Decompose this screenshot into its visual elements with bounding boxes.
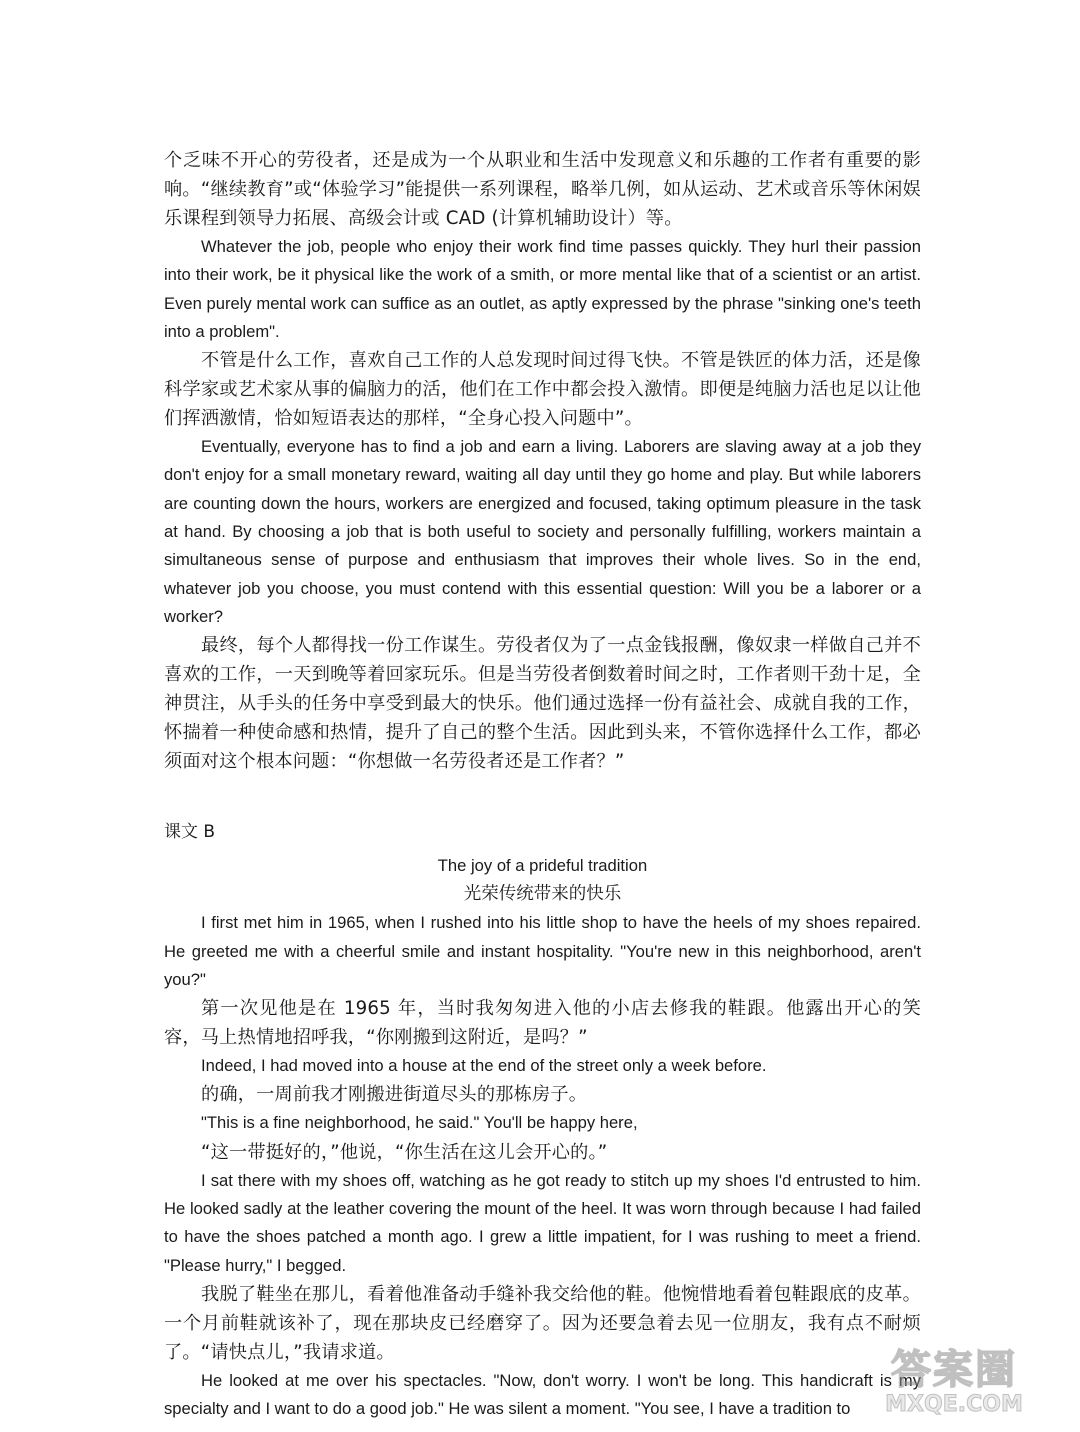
paragraph-b-zh-1: 第一次见他是在 1965 年，当时我匆匆进入他的小店去修我的鞋跟。他露出开心的笑容，马上热情地招呼我，“你刚搬到这附近，是吗？” bbox=[164, 998, 921, 1049]
passage-b bbox=[164, 909, 921, 1423]
passage-title-zh: 光荣传统带来的快乐 bbox=[463, 884, 622, 905]
paragraph-zh-1: 个乏味不开心的劳役者，还是成为一个从职业和生活中发现意义和乐趣的工作者有重要的影响。“继续教育”或“体验学习”能提供一系列课程，略举几例，如从运动、艺术或音乐等休闲娱乐课程到领导力拓展、高级会计或 CAD (计算机辅助设计）等。 bbox=[164, 150, 921, 229]
paragraph-b-en-3: "This is a fine neighborhood, he said." You'll be happy here, bbox=[201, 1113, 638, 1133]
paragraph-b-en-5: He looked at me over his spectacles. "Now, don't worry. I won't be long. This handicraft is my specialty and I want to do a good job." He was silent a moment. "You see, I have a tradition to bbox=[164, 1370, 921, 1419]
paragraph-b-zh-3: “这一带挺好的，”他说，“你生活在这儿会开心的。” bbox=[201, 1141, 608, 1163]
watermark-logo bbox=[856, 1348, 1052, 1424]
watermark-title: 答案圈 bbox=[891, 1347, 1017, 1393]
passage-title-en: The joy of a prideful tradition bbox=[437, 856, 648, 876]
paragraph-en-2: Whatever the job, people who enjoy their work find time passes quickly. They hurl their passion into their work, be it physical like the work of a smith, or more mental like that of a scientist or an artist. Even purely mental work can suffice as an outlet, as aptly expressed by the phrase "sinking one's teeth into a problem". bbox=[164, 237, 921, 341]
paragraph-b-en-4: I sat there with my shoes off, watching as he got ready to stitch up my shoes I'd entrusted to him. He looked sadly at the leather covering the mount of the heel. It was worn through because I had failed to have the shoes patched a month ago. I grew a little impatient, for I was rushing to meet a friend. "Please hurry," I begged. bbox=[164, 1170, 921, 1275]
paragraph-b-en-1: I first met him in 1965, when I rushed into his little shop to have the heels of my shoes repaired. He greeted me with a cheerful smile and instant hospitality. "You're new in this neighborhood, aren't you?" bbox=[164, 913, 921, 989]
section-label: 课文 B bbox=[164, 822, 216, 843]
paragraph-b-zh-4: 我脱了鞋坐在那儿，看着他准备动手缝补我交给他的鞋。他惋惜地看着包鞋跟底的皮革。一个月前鞋就该补了，现在那块皮已经磨穿了。因为还要急着去见一位朋友，我有点不耐烦了。“请快点儿，”我请求道。 bbox=[164, 1283, 921, 1363]
paragraph-en-3: Eventually, everyone has to find a job and earn a living. Laborers are slaving away at a job they don't enjoy for a small monetary reward, waiting all day until they go home and play. But while laborers are counting down the hours, workers are energized and focused, taking optimum pleasure in the task at hand. By choosing a job that is both useful to society and personally fulfilling, workers maintain a simultaneous sense of purpose and enthusiasm that improves their whole lives. So in the end, whatever job you choose, you must contend with this essential question: Will you be a laborer or a worker? bbox=[164, 437, 921, 626]
passage-a-continued bbox=[164, 146, 921, 776]
section-gap bbox=[164, 776, 921, 818]
document-page bbox=[164, 146, 921, 1424]
paragraph-b-en-2: Indeed, I had moved into a house at the end of the street only a week before. bbox=[201, 1056, 767, 1076]
paragraph-zh-3: 最终，每个人都得找一份工作谋生。劳役者仅为了一点金钱报酬，像奴隶一样做自己并不喜欢的工作，一天到晚等着回家玩乐。但是当劳役者倒数着时间之时，工作者则干劲十足，全神贯注，从手头的任务中享受到最大的快乐。他们通过选择一份有益社会、成就自我的工作，怀揣着一种使命感和热情，提升了自己的整个生活。因此到头来，不管你选择什么工作，都必须面对这个根本问题：“你想做一名劳役者还是工作者？” bbox=[164, 635, 921, 773]
paragraph-b-zh-2: 的确，一周前我才刚搬进街道尽头的那栋房子。 bbox=[201, 1084, 588, 1106]
watermark-url: MXQE.COM bbox=[885, 1392, 1023, 1417]
paragraph-zh-2: 不管是什么工作，喜欢自己工作的人总发现时间过得飞快。不管是铁匠的体力活，还是像科学家或艺术家从事的偏脑力的活，他们在工作中都会投入激情。即便是纯脑力活也足以让他们挥洒激情，恰如短语表达的那样，“全身心投入问题中”。 bbox=[164, 350, 921, 430]
